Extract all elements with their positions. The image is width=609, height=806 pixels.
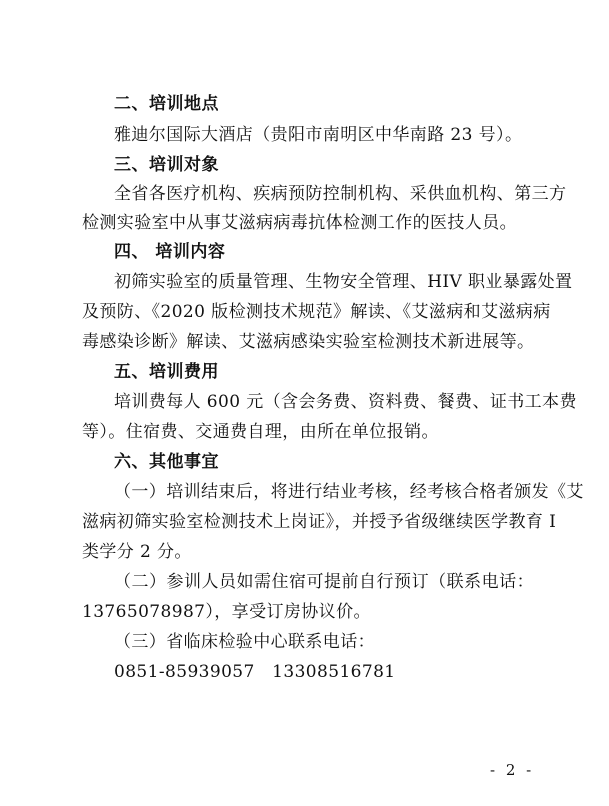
training-content-line-3: 毒感染诊断》解读、艾滋病感染实验室检测技术新进展等。 [82,332,535,352]
section-heading-training-content: 四、 培训内容 [114,242,226,262]
training-content-line-2: 及预防、《2020 版检测技术规范》解读、《艾滋病和艾滋病病 [82,302,551,322]
training-location-text: 雅迪尔国际大酒店（贵阳市南明区中华南路 23 号）。 [114,125,523,145]
section-heading-training-audience: 三、培训对象 [114,155,219,175]
section-heading-training-location: 二、培训地点 [114,94,219,114]
training-fee-line-1: 培训费每人 600 元（含会务费、资料费、餐费、证书工本费 [114,392,577,412]
other-item-2-line-2: 13765078987），享受订房协议价。 [82,602,371,622]
other-item-1-line-2: 滋病初筛实验室检测技术上岗证》，并授予省级继续医学教育 I [82,512,557,532]
section-heading-other-matters: 六、其他事宜 [114,452,219,472]
page-number: - 2 - [490,761,535,779]
other-item-3-line-1: （三）省临床检验中心联系电话： [114,632,375,652]
training-audience-line-2: 检测实验室中从事艾滋病病毒抗体检测工作的医技人员。 [82,213,517,233]
training-fee-line-2: 等）。住宿费、交通费自理，由所在单位报销。 [82,422,439,442]
other-item-1-line-3: 类学分 2 分。 [82,542,192,562]
training-audience-line-1: 全省各医疗机构、疾病预防控制机构、采供血机构、第三方 [114,184,567,204]
training-content-line-1: 初筛实验室的质量管理、生物安全管理、HIV 职业暴露处置 [114,272,573,292]
contact-phone-numbers: 0851-85939057 13308516781 [114,662,396,682]
section-heading-training-fee: 五、培训费用 [114,362,219,382]
other-item-2-line-1: （二）参训人员如需住宿可提前自行预订（联系电话： [114,572,534,592]
other-item-1-line-1: （一）培训结束后，将进行结业考核，经考核合格者颁发《艾 [114,482,584,502]
